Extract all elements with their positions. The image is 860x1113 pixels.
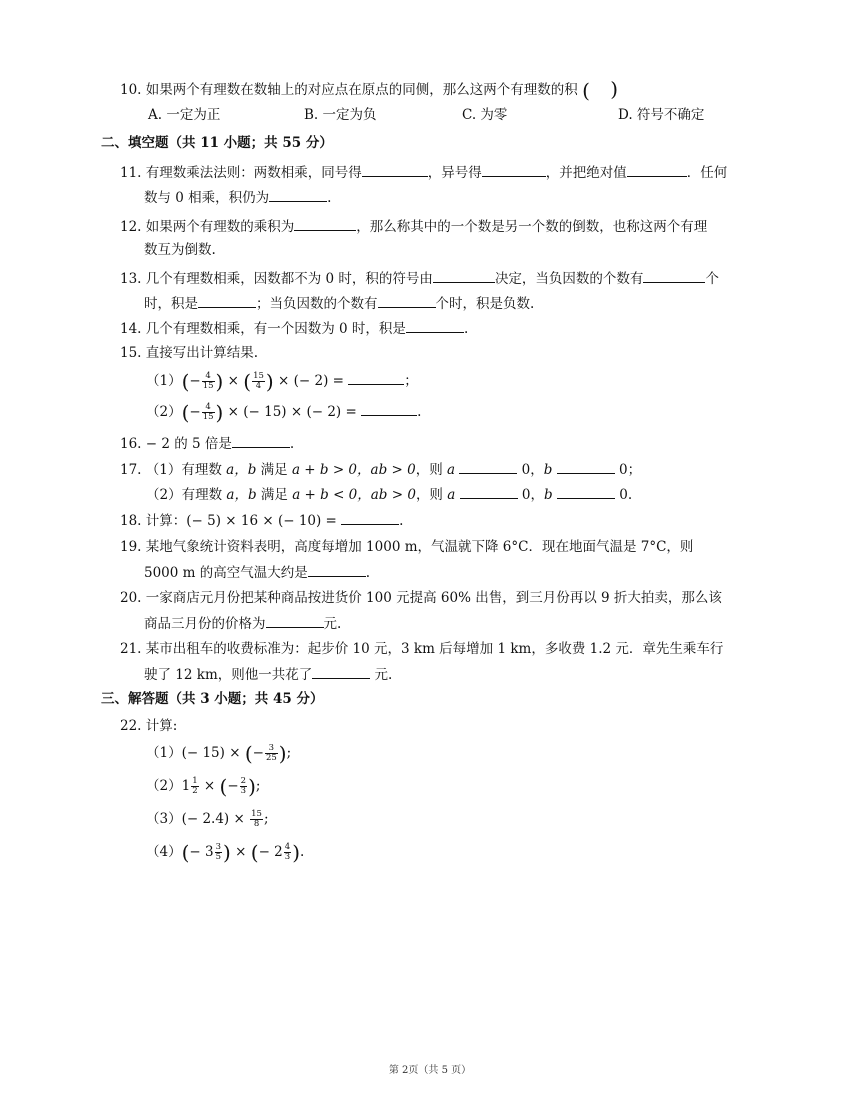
question-16: 16. − 2 的 5 倍是 . (120, 433, 294, 454)
question-22-part-3: （3）(− 2.4) × $\frac{15}{8}$ ; (146, 809, 269, 829)
blank (308, 562, 366, 577)
fraction: $\frac{15}{4}$ (253, 371, 264, 391)
blank (269, 187, 327, 202)
question-22-part-1: （1）(− 15) × (− $\frac{3}{25}$ ); (146, 741, 292, 766)
section-2-heading: 二、填空题（共 11 小题；共 55 分） (101, 135, 333, 151)
fraction: $\frac{3}{25}$ (265, 743, 277, 763)
fraction: $\frac{3}{5}$ (215, 842, 222, 862)
question-15-part-2: （2）(− $\frac{4}{15}$ ) × (− 15) × (− 2) = . (146, 400, 422, 425)
question-20-cont: 商品三月份的价格为 元. (144, 613, 341, 634)
fraction: $\frac{2}{3}$ (240, 776, 247, 796)
blank (406, 318, 464, 333)
question-17-part-2: （2）有理数 a，b 满足 a + b < 0，ab > 0，则 a 0，b 0. (146, 484, 632, 505)
question-21-cont: 驶了 12 km，则他一共花了 元. (144, 664, 392, 685)
fraction: $\frac{4}{15}$ (202, 371, 214, 391)
section-3-heading: 三、解答题（共 3 小题；共 45 分） (101, 691, 324, 707)
blank (232, 433, 290, 448)
question-10 (120, 77, 620, 103)
blank (643, 268, 705, 283)
blank (198, 293, 256, 308)
question-12: 12. 如果两个有理数的乘积为 ，那么称其中的一个数是另一个数的倒数，也称这两个有理 (120, 216, 707, 237)
fraction: $\frac{1}{2}$ (192, 776, 198, 796)
question-13: 13. 几个有理数相乘，因数都不为 0 时，积的符号由 决定，当负因数的个数有 个 (120, 268, 719, 289)
fraction: $\frac{4}{15}$ (202, 402, 214, 422)
question-21: 21. 某市出租车的收费标准为：起步价 10 元，3 km 后每增加 1 km，多收费 1.2 元．章先生乘车行 (120, 641, 724, 657)
option-d: D. 符号不确定 (618, 107, 705, 123)
answer-parentheses: ( ) (582, 77, 619, 103)
question-11: 11. 有理数乘法法则：两数相乘，同号得 ，异号得 ，并把绝对值 ．任何 (120, 162, 727, 183)
question-15-part-1: （1）(− $\frac{4}{15}$ ) × ( $\frac{15}{4}$ ) × (− 2) = ； (146, 369, 418, 394)
question-19-cont: 5000 m 的高空气温大约是 . (144, 562, 370, 583)
question-12-cont: 数互为倒数. (144, 242, 216, 258)
blank (361, 401, 417, 416)
question-14: 14. 几个有理数相乘，有一个因数为 0 时，积是 . (120, 318, 468, 339)
blank (266, 613, 324, 628)
question-22-part-4: （4）(− 3 $\frac{3}{5}$ ) × (− 2 $\frac{4}{3}$ ). (146, 840, 305, 865)
blank (348, 370, 404, 385)
question-20: 20. 一家商店元月份把某种商品按进货价 100 元提高 60% 出售，到三月份再以 9 折大拍卖，那么该 (120, 590, 722, 606)
question-13-cont: 时，积是 ；当负因数的个数有 个时，积是负数. (144, 293, 534, 314)
question-11-cont: 数与 0 相乘，积仍为 . (144, 187, 331, 208)
blank (362, 162, 428, 177)
question-22-title: 22. 计算: (120, 718, 178, 734)
page-footer: 第 2页（共 5 页） (388, 1065, 472, 1076)
option-b: B. 一定为负 (304, 107, 377, 123)
option-c: C. 为零 (462, 107, 508, 123)
blank (341, 510, 399, 525)
question-17-part-1: 17. （1）有理数 a，b 满足 a + b > 0，ab > 0，则 a 0，b 0； (120, 459, 641, 480)
question-15-title: 15. 直接写出计算结果. (120, 345, 259, 361)
blank (433, 268, 495, 283)
question-10-options (148, 105, 768, 125)
fraction: $\frac{15}{8}$ (251, 809, 262, 829)
blank (482, 162, 546, 177)
blank (627, 162, 687, 177)
blank (557, 484, 615, 499)
blank (312, 664, 370, 679)
question-18: 18. 计算：(− 5) × 16 × (− 10) = . (120, 510, 403, 531)
blank (460, 484, 518, 499)
question-19: 19. 某地气象统计资料表明，高度每增加 1000 m，气温就下降 6°C．现在地面气温是 7°C，则 (120, 539, 694, 555)
blank (378, 293, 436, 308)
question-10-text: 10. 如果两个有理数在数轴上的对应点在原点的同侧，那么这两个有理数的积 (120, 82, 578, 98)
fraction: $\frac{4}{3}$ (284, 842, 291, 862)
blank (294, 216, 356, 231)
option-a: A. 一定为正 (148, 107, 221, 123)
blank (557, 459, 615, 474)
question-22-part-2: （2）1 $\frac{1}{2}$ × (− $\frac{2}{3}$ ); (146, 774, 261, 799)
blank (459, 459, 517, 474)
